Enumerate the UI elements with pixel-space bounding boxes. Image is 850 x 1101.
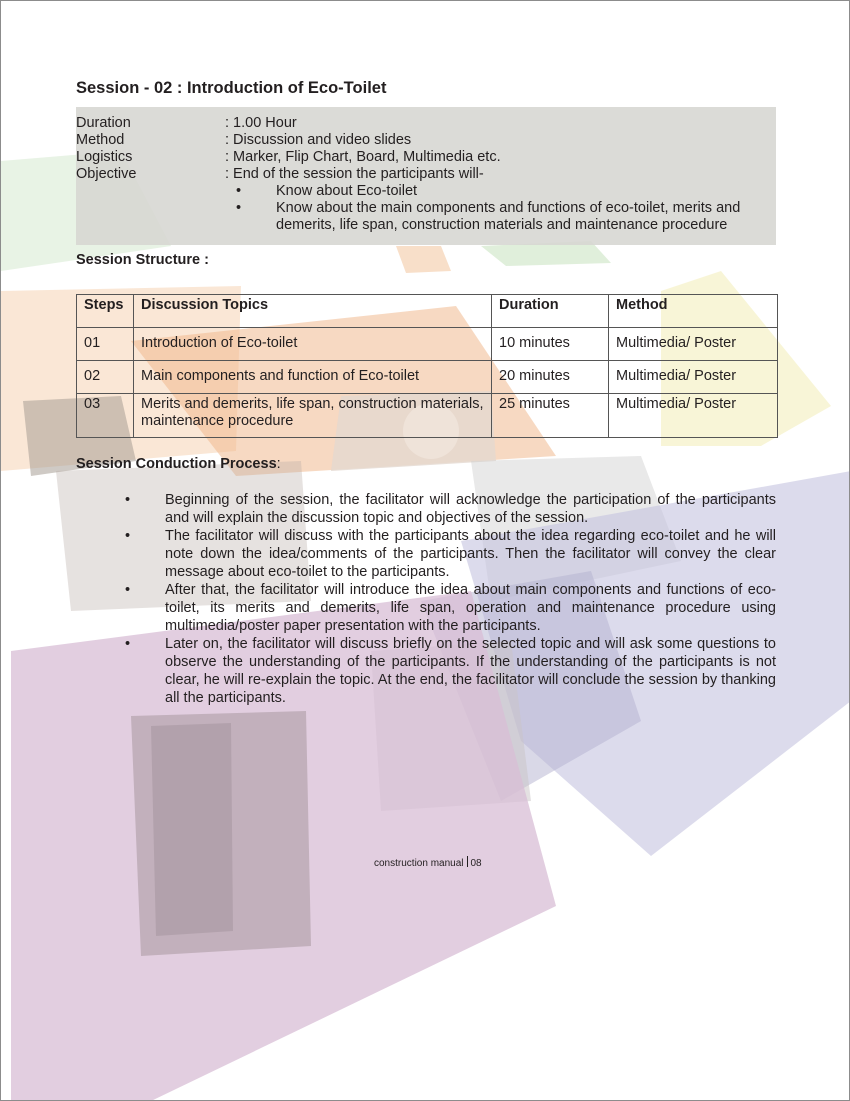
meta-label: Method (76, 132, 125, 148)
list-item (121, 581, 776, 635)
bg-photo-door-panel (151, 723, 233, 936)
page-number: 08 (470, 858, 482, 869)
meta-label: Objective (76, 166, 137, 182)
table-header-row (77, 295, 778, 328)
table-row (77, 394, 778, 438)
column-header-steps: Steps (77, 295, 134, 328)
table-cell-step: 02 (77, 361, 134, 394)
table-cell-step: 01 (77, 328, 134, 361)
list-bullet: • (125, 492, 131, 508)
table-cell-method: Multimedia/ Poster (609, 328, 778, 361)
list-bullet: • (125, 636, 131, 652)
objective-bullet: • (236, 183, 242, 199)
bg-peach-shape-top (396, 246, 451, 273)
process-list (121, 491, 776, 707)
footer-divider (467, 856, 468, 867)
column-header-method: Method (609, 295, 778, 328)
session-info-box (76, 107, 776, 245)
table-cell-topic: Main components and function of Eco-toilet (134, 361, 492, 394)
meta-value: : Marker, Flip Chart, Board, Multimedia etc. (225, 149, 501, 165)
session-process-heading (76, 456, 281, 472)
table-cell-step: 03 (77, 394, 134, 438)
table-cell-duration: 10 minutes (492, 328, 609, 361)
list-item-text: After that, the facilitator will introduce the idea about main components and functions of eco-toilet, its merits and demerits, life span, operation and maintenance procedure using multimedia/poster paper presentation with the participants. (165, 582, 776, 634)
column-header-duration: Duration (492, 295, 609, 328)
session-process-heading-colon: : (276, 456, 281, 472)
objective-item: Know about Eco-toilet (276, 183, 418, 199)
table-row (77, 361, 778, 394)
page-footer (374, 856, 482, 869)
list-item-text: Later on, the facilitator will discuss briefly on the selected topic and will ask some questions to observe the understanding of the participants. If the understanding of the participants is not clear, he will re-explain the topic. At the end, the facilitator will conclude the session by thanking all the participants. (165, 636, 776, 706)
table-cell-duration: 20 minutes (492, 361, 609, 394)
table-cell-topic: Merits and demerits, life span, construction materials, maintenance procedure (134, 394, 492, 438)
footer-text: construction manual (374, 858, 464, 869)
table-cell-method: Multimedia/ Poster (609, 394, 778, 438)
session-title: Session - 02 : Introduction of Eco-Toilet (76, 79, 387, 97)
list-item (121, 491, 776, 527)
table-cell-topic: Introduction of Eco-toilet (134, 328, 492, 361)
meta-value: : Discussion and video slides (225, 132, 412, 148)
session-process-heading-text: Session Conduction Process (76, 456, 277, 472)
objective-bullet: • (236, 200, 242, 216)
column-header-topics: Discussion Topics (134, 295, 492, 328)
meta-value: : 1.00 Hour (225, 115, 297, 131)
meta-label: Logistics (76, 149, 133, 165)
table-row (77, 328, 778, 361)
list-item-text: The facilitator will discuss with the participants about the idea regarding eco-toilet and he will note down the idea/comments of the participants. Then the facilitator will convey the clear message about eco-toilet to the participants. (165, 528, 776, 580)
list-item (121, 527, 776, 581)
meta-label: Duration (76, 115, 131, 131)
objective-item: Know about the main components and functions of eco-toilet, merits and demerits, life span, construction materials and maintenance procedure (276, 200, 741, 233)
table-cell-method: Multimedia/ Poster (609, 361, 778, 394)
list-bullet: • (125, 582, 131, 598)
list-bullet: • (125, 528, 131, 544)
session-structure-table (76, 294, 778, 438)
meta-value: : End of the session the participants will- (225, 166, 484, 182)
table-cell-duration: 25 minutes (492, 394, 609, 438)
session-structure-heading: Session Structure : (76, 252, 209, 268)
list-item (121, 635, 776, 707)
list-item-text: Beginning of the session, the facilitator will acknowledge the participation of the participants and will explain the discussion topic and objectives of the session. (165, 492, 776, 526)
